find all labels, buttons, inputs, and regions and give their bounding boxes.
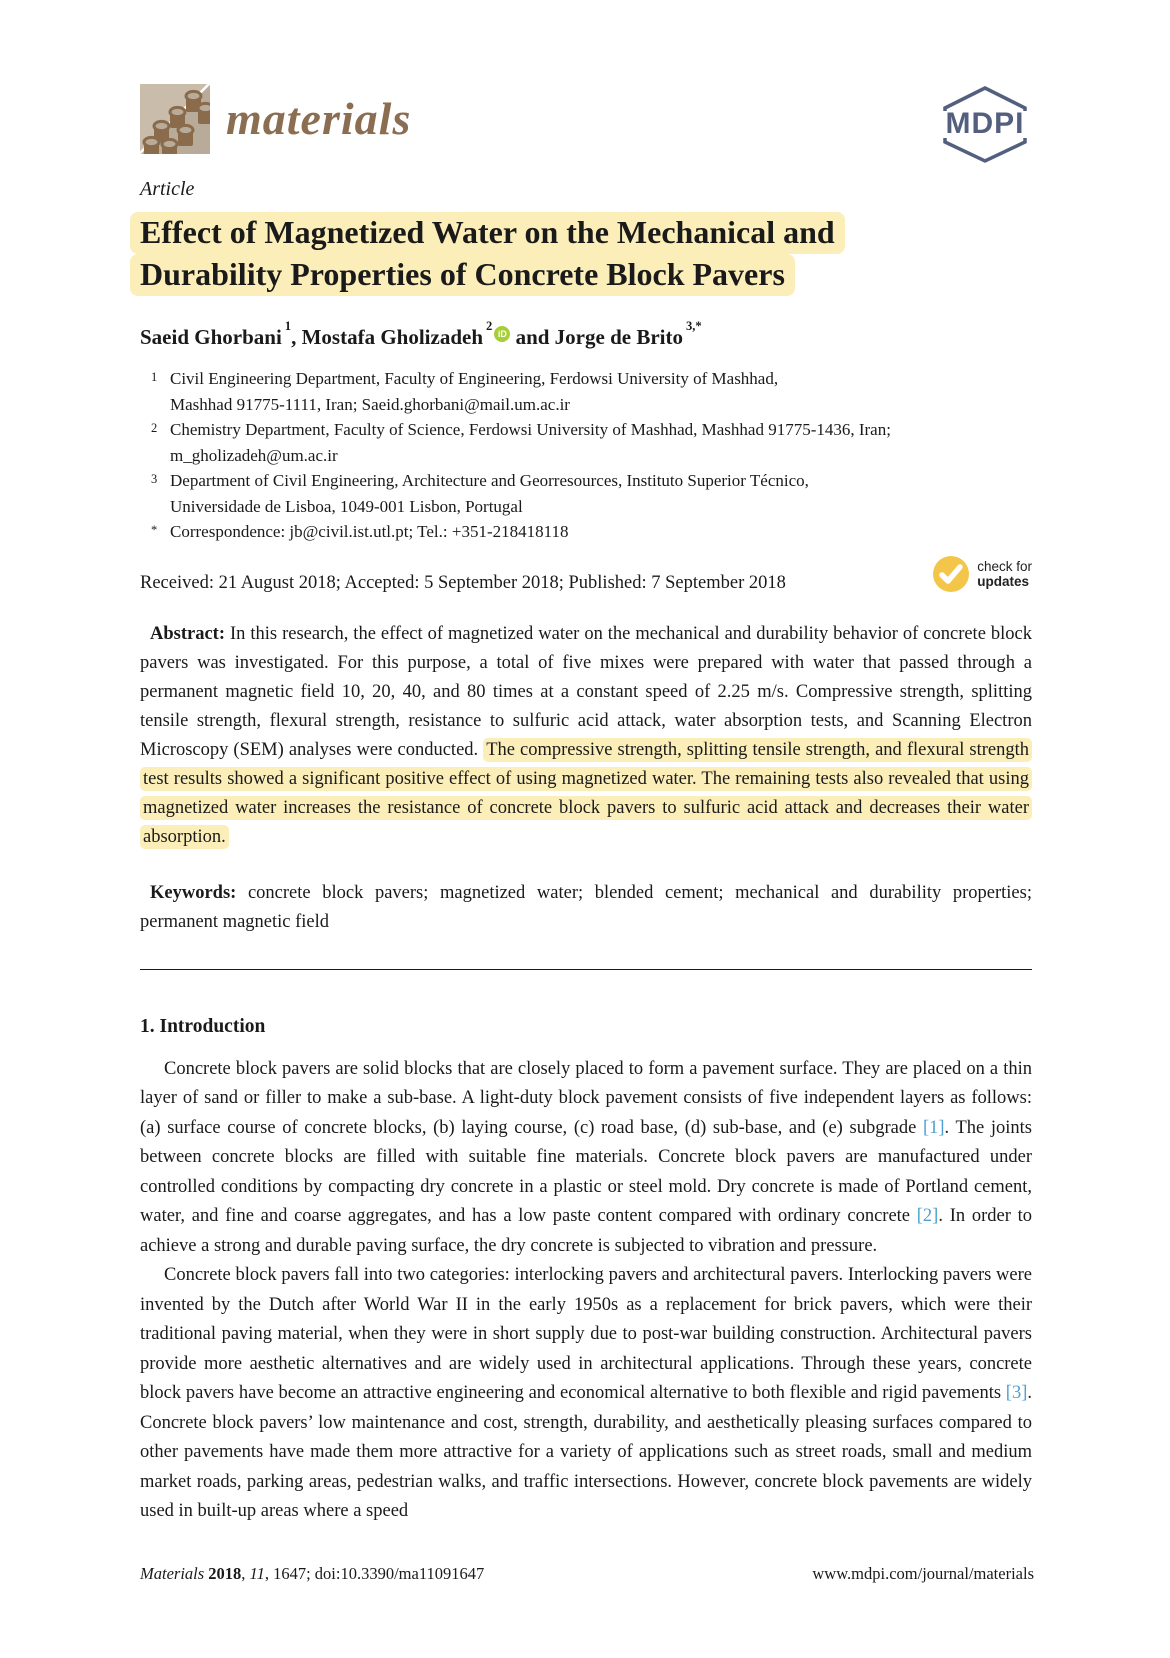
affiliation-row xyxy=(140,468,1032,519)
affiliation-text: Chemistry Department, Faculty of Science, Ferdowsi University of Mashhad, Mashhad 91775-1436, Iran; m_gholizadeh@um.ac.ir xyxy=(170,420,891,465)
affiliation-marker: 3 xyxy=(151,472,158,486)
checkmark-icon xyxy=(933,556,969,592)
materials-logo-icon xyxy=(140,84,210,159)
affiliation-text: Correspondence: jb@civil.ist.utl.pt; Tel.: +351-218418118 xyxy=(170,522,569,541)
author-line xyxy=(140,319,1032,350)
affiliation-marker: 1 xyxy=(151,370,158,384)
intro-paragraph-1: Concrete block pavers are solid blocks that are closely placed to form a pavement surface. They are placed on a thin layer of sand or filler to make a sub-base. A light-duty block pavement consists of five independent layers as follows: (a) surface course of concrete blocks, (b) laying course, (c) road base, (d) sub-base, and (e) subgrade [1]. The joints between concrete blocks are filled with suitable fine materials. Concrete block pavers are manufactured under controlled conditions by compacting dry concrete in a plastic or steel mold. Dry concrete is made of Portland cement, water, and fine and coarse aggregates, and has a low paste content compared with ordinary concrete [2]. In order to achieve a strong and durable paving surface, the dry concrete is subjected to vibration and pressure. xyxy=(140,1058,1032,1256)
abstract-text: In this research, the effect of magnetized water on the mechanical and durability behavior of concrete block pavers was investigated. For this purpose, a total of five mixes were prepared with water that passed through a permanent magnetic field 10, 20, 40, and 80 times at a constant speed of 2.25 m/s. Compressive strength, splitting tensile strength, flexural strength, resistance to sulfuric acid attack, water absorption tests, and Scanning Electron Microscopy (SEM) analyses were conducted. xyxy=(140,623,1032,760)
page-footer xyxy=(140,1564,1034,1584)
section-divider xyxy=(140,969,1032,970)
footer-journal-url[interactable]: www.mdpi.com/journal/materials xyxy=(812,1564,1034,1583)
affiliation-row xyxy=(140,417,1032,468)
author-superscript-3: 3,* xyxy=(685,319,702,334)
page-title xyxy=(140,211,1032,295)
svg-text:MDPI: MDPI xyxy=(945,107,1025,140)
abstract-highlight: The compressive strength, splitting tensile strength, and flexural strength test results showed a significant positive effect of using magnetized water. The remaining tests also revealed that using magnetized water increases the resistance of concrete block pavers to sulfuric acid attack and decreases their water absorption. xyxy=(140,738,1032,849)
check-updates-badge[interactable] xyxy=(933,555,1032,594)
received-line: Received: 21 August 2018; Accepted: 5 September 2018; Published: 7 September 2018 xyxy=(140,572,786,593)
keywords-label: Keywords: xyxy=(150,882,237,903)
page-title-line1: Effect of Magnetized Water on the Mechanical and xyxy=(130,212,845,254)
check-updates-label: check for updates xyxy=(977,559,1032,589)
journal-logo xyxy=(140,84,411,159)
article-body xyxy=(140,178,1032,1527)
keywords-text: concrete block pavers; magnetized water; blended cement; mechanical and durability properties; permanent magnetic field xyxy=(140,882,1032,932)
abstract-label: Abstract: xyxy=(150,623,226,644)
section-heading-introduction: 1. Introduction xyxy=(140,1015,266,1037)
affiliation-marker: * xyxy=(151,523,158,537)
citation-ref-3[interactable]: [3] xyxy=(1005,1383,1028,1403)
affiliation-text: Department of Civil Engineering, Architecture and Georresources, Instituto Superior Técnico, Universidade de Lisboa, 1049-001 Lisbon, Portugal xyxy=(170,471,809,516)
author-name-3: Jorge de Brito xyxy=(554,325,683,349)
author-name-2: Mostafa Gholizadeh xyxy=(301,325,484,349)
abstract xyxy=(140,620,1032,852)
affiliation-row xyxy=(140,519,1032,545)
affiliation-list xyxy=(140,366,1032,545)
footer-citation: Materials 2018, 11, 1647; doi:10.3390/ma11091647 xyxy=(140,1564,485,1583)
affiliation-row xyxy=(140,366,1032,417)
keywords xyxy=(140,879,1032,937)
intro-paragraph-2: Concrete block pavers fall into two categories: interlocking pavers and architectural pavers. Interlocking pavers were invented by the Dutch after World War II in the early 1950s as a replacement for brick pavers, which were their traditional paving material, when they were in short supply due to post-war building construction. Architectural pavers provide more aesthetic alternatives and are widely used in architectural applications. Through these years, concrete block pavers have become an attractive engineering and economical alternative to both flexible and rigid pavements [3]. Concrete block pavers’ low maintenance and cost, strength, durability, and aesthetically pleasing surfaces compared to other pavements have made them more attractive for a variety of applications such as street roads, small and medium market roads, parking areas, pedestrian walks, and traffic intersections. However, concrete block pavements are widely used in built-up areas where a speed xyxy=(140,1265,1032,1521)
page-header xyxy=(140,84,1034,169)
author-name-1: Saeid Ghorbani xyxy=(140,325,282,349)
citation-ref-1[interactable]: [1] xyxy=(922,1117,945,1138)
author-separator: , xyxy=(291,325,302,349)
article-type-label: Article xyxy=(140,178,195,200)
journal-name: materials xyxy=(226,92,412,144)
author-superscript-2: 2 xyxy=(486,319,493,334)
mdpi-logo xyxy=(936,84,1034,169)
citation-ref-2[interactable]: [2] xyxy=(916,1206,939,1226)
affiliation-marker: 2 xyxy=(151,421,158,435)
dates-row xyxy=(140,559,1032,594)
affiliation-text: Civil Engineering Department, Faculty of Engineering, Ferdowsi University of Mashhad, Mashhad 91775-1111, Iran; Saeid.ghorbani@mail.um.ac.ir xyxy=(170,369,779,414)
orcid-icon[interactable]: iD xyxy=(494,326,510,342)
page-title-line2: Durability Properties of Concrete Block Pavers xyxy=(130,254,795,296)
author-separator: and xyxy=(510,325,555,349)
author-superscript-1: 1 xyxy=(284,319,292,334)
